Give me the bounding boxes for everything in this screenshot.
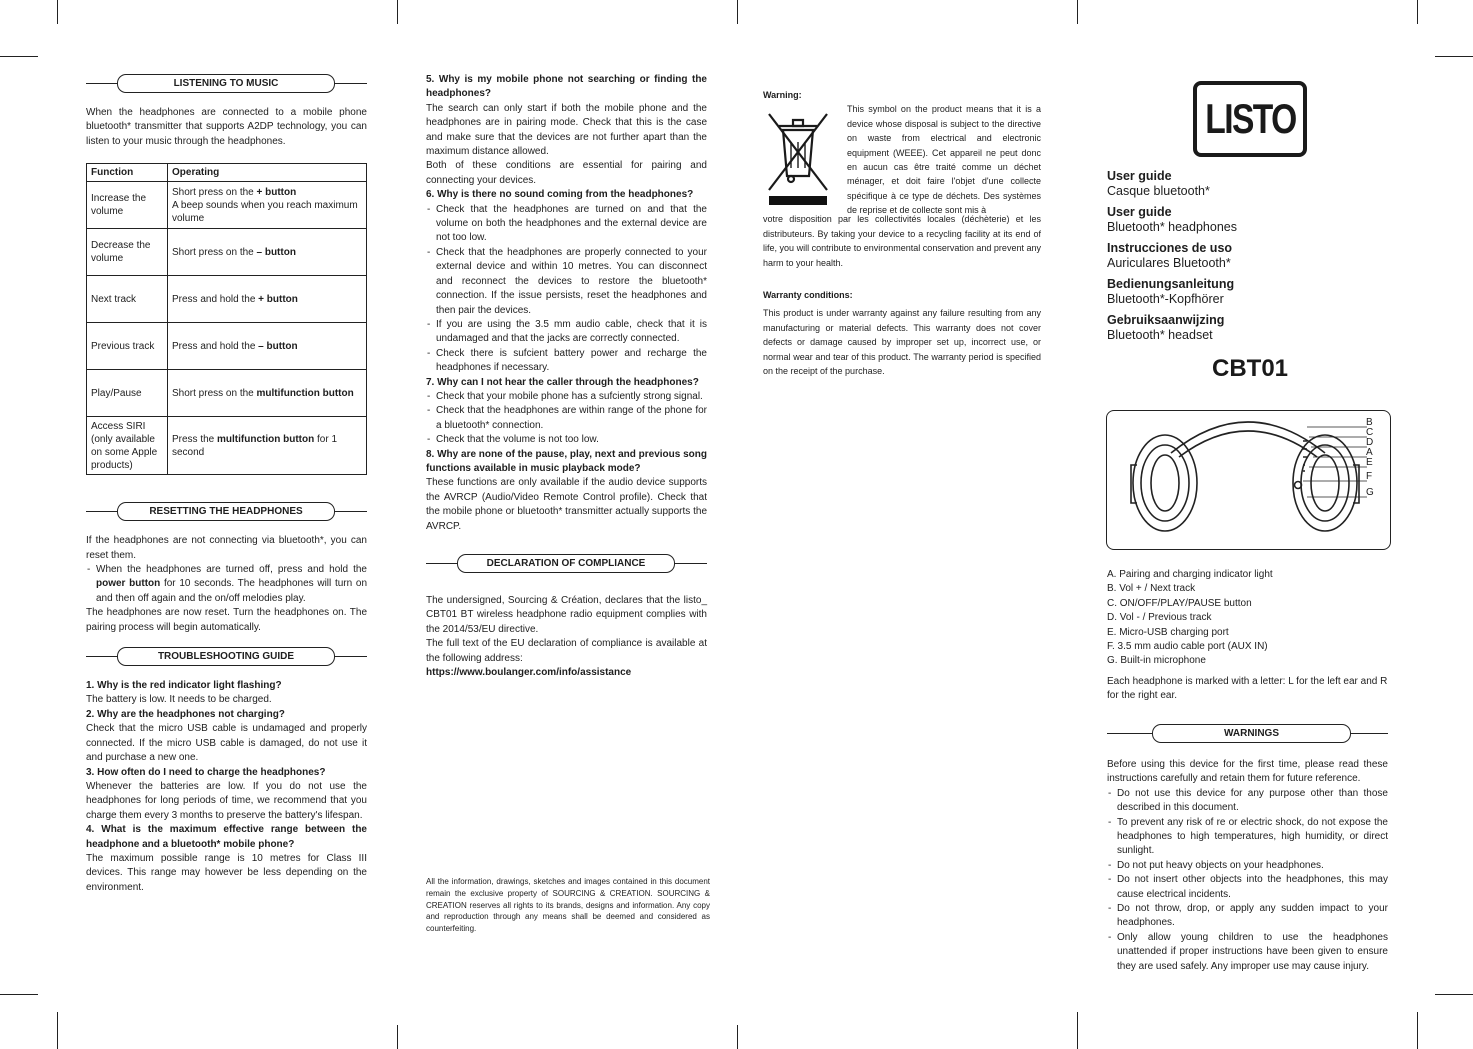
list-item: - Check that the headphones are properly connected to your external device and within 10 metres. You can disconnect and reconnect the devices to restore the bluetooth* connection. If the issue persists, reset the headphones and then pair the devices.: [426, 246, 707, 318]
function-cell: Increase the volume: [87, 182, 168, 229]
section-header-troubleshooting: [86, 647, 367, 667]
guide-title: Gebruiksaanwijzing: [1107, 313, 1225, 327]
question-4: 4. What is the maximum effective range between the headphone and a bluetooth* mobile phone?: [86, 824, 367, 850]
list-item: - Check that the volume is not too low.: [426, 433, 707, 447]
part-item: D. Vol - / Previous track: [1107, 612, 1212, 624]
crop-mark: [0, 56, 38, 57]
operating-cell: Press and hold the – button: [168, 323, 367, 370]
callout-letter: F: [1366, 471, 1373, 482]
section-title: LISTENING TO MUSIC: [117, 74, 335, 93]
guide-entry: [1107, 241, 1357, 271]
guide-entry: [1107, 205, 1357, 235]
parts-list: [1107, 568, 1389, 704]
answer-4: The maximum possible range is 10 metres for Class III devices. This range may however be less depending on the environment.: [86, 852, 367, 893]
guide-title: Bedienungsanleitung: [1107, 277, 1235, 291]
crop-mark: [397, 1025, 398, 1049]
section-header-warnings: [1107, 724, 1388, 744]
function-cell: Previous track: [87, 323, 168, 370]
section-title: DECLARATION OF COMPLIANCE: [457, 554, 675, 573]
weee-description: This symbol on the product means that it is a device whose disposal is subject to the directive on waste from electrical and electronic equipment (WEEE). Cet appareil ne peut donc en aucun cas être traité comme un déchet ménager, et doit faire l'objet d'une collecte spécifique à ce type de déchets. Des systèmes de reprise et de collecte sont mis à: [847, 104, 1041, 216]
crop-mark: [1077, 0, 1078, 24]
column-2: [426, 73, 707, 680]
operating-cell: Short press on the – button: [168, 229, 367, 276]
guide-subtitle: Casque bluetooth*: [1107, 184, 1210, 198]
list-item: - Do not throw, drop, or apply any sudden impact to your headphones.: [1107, 902, 1388, 931]
section-header-listening: [86, 74, 367, 94]
section-header-declaration: [426, 554, 707, 574]
part-item: A. Pairing and charging indicator light: [1107, 569, 1273, 580]
column-header: Operating: [168, 164, 367, 182]
list-item: - Check that your mobile phone has a sufciently strong signal.: [426, 390, 707, 404]
answer-2: Check that the micro USB cable is undamaged and properly connected. If the micro USB cable is damaged, do not use it and purchase a new one.: [86, 723, 367, 764]
headphones-illustration: [1107, 411, 1390, 549]
diagram-letters: [1366, 418, 1374, 498]
table-row: [87, 276, 367, 323]
resetting-intro: If the headphones are not connecting via bluetooth*, you can reset them.: [86, 535, 367, 561]
operating-cell: Short press on the multifunction button: [168, 370, 367, 417]
warnings-list: [1107, 787, 1388, 974]
crop-mark: [1435, 994, 1473, 995]
crop-mark: [57, 0, 58, 24]
function-cell: Next track: [87, 276, 168, 323]
logo-text: LISTO: [1204, 95, 1296, 142]
guide-subtitle: Bluetooth* headset: [1107, 328, 1213, 342]
part-item: E. Micro-USB charging port: [1107, 626, 1229, 638]
callout-letter: A: [1366, 447, 1373, 458]
answer-6-list: [426, 203, 707, 376]
guide-entry: [1107, 313, 1357, 343]
assistance-link[interactable]: https://www.boulanger.com/info/assistance: [426, 667, 632, 679]
functions-table: [86, 163, 367, 475]
list-item: - Do not insert other objects into the headphones, this may cause electrical incidents.: [1107, 873, 1388, 902]
list-item: - To prevent any risk of re or electric shock, do not expose the headphones to high temperatures, high humidity, or direct sunlight.: [1107, 816, 1388, 859]
copyright-footer: All the information, drawings, sketches and images contained in this document remain the exclusive property of SOURCING & CREATION. SOURCING & CREATION reserves all rights to its brands, designs and information. Any copy and reproduction through any means shall be deemed and considered as counterfeiting.: [426, 877, 710, 934]
callout-letter: E: [1366, 457, 1373, 468]
warnings-intro: Before using this device for the first time, please read these instructions carefully and retain them for future reference.: [1107, 759, 1388, 785]
declaration-text-1: The undersigned, Sourcing & Création, declares that the listo_ CBT01 BT wireless headphone radio equipment complies with the 2014/53/EU directive.: [426, 595, 707, 635]
crop-mark: [57, 1012, 58, 1049]
answer-5b: Both of these conditions are essential for pairing and connecting your devices.: [426, 160, 707, 186]
list-item: - Check there is sufcient battery power and recharge the headphones if necessary.: [426, 347, 707, 376]
question-6: 6. Why is there no sound coming from the headphones?: [426, 189, 694, 201]
section-title: RESETTING THE HEADPHONES: [117, 502, 335, 521]
crop-mark: [737, 1025, 738, 1049]
answer-1: The battery is low. It needs to be charged.: [86, 694, 272, 706]
guide-subtitle: Auriculares Bluetooth*: [1107, 256, 1231, 270]
column-1: [86, 74, 367, 895]
crop-mark: [1077, 1012, 1078, 1049]
answer-5a: The search can only start if both the mobile phone and the headphones are in pairing mode. Check that this is the case and make sure that the devices are not further apart than the maximum distance allowed.: [426, 102, 707, 158]
crop-mark: [737, 0, 738, 24]
part-item: C. ON/OFF/PLAY/PAUSE button: [1107, 597, 1252, 609]
answer-7-list: [426, 390, 707, 448]
ear-note: Each headphone is marked with a letter: L for the left ear and R for the right ear.: [1107, 675, 1388, 702]
listening-intro: When the headphones are connected to a mobile phone bluetooth* transmitter that supports A2DP technology, you can listen to your music through the headphones.: [86, 107, 367, 147]
question-1: 1. Why is the red indicator light flashing?: [86, 680, 282, 692]
question-7: 7. Why can I not hear the caller through the headphones?: [426, 376, 699, 388]
table-row: [87, 370, 367, 417]
function-cell: Access SIRI (only available on some Apple products): [87, 417, 168, 475]
warranty-title: Warranty conditions:: [763, 290, 853, 301]
crop-mark: [1435, 56, 1473, 57]
warnings-section: [1107, 724, 1388, 974]
section-title: TROUBLESHOOTING GUIDE: [117, 647, 335, 666]
list-item: - Only allow young children to use the headphones unattended if proper instructions have been given to ensure they are used safely. Any improper use may cause injury.: [1107, 931, 1388, 974]
list-item: - Check that the headphones are turned on and that the volume on both the headphones and the external device are not too low.: [426, 203, 707, 246]
column-3: [763, 88, 1041, 378]
table-row: [87, 229, 367, 276]
function-cell: Decrease the volume: [87, 229, 168, 276]
function-cell: Play/Pause: [87, 370, 168, 417]
list-item: - If you are using the 3.5 mm audio cable, check that it is undamaged and that the jacks are correctly connected.: [426, 318, 707, 347]
guide-title: User guide: [1107, 169, 1172, 183]
part-item: F. 3.5 mm audio cable port (AUX IN): [1107, 641, 1268, 653]
operating-cell: Press and hold the + button: [168, 276, 367, 323]
list-item: - Do not put heavy objects on your headphones.: [1107, 859, 1388, 873]
crossed-out-wheelie-bin-icon: [763, 108, 833, 206]
answer-8: These functions are only available if the audio device supports the AVRCP (Audio/Video Remote Control profile). Check that the mobile phone or bluetooth* transmitter actually supports the AVRCP.: [426, 477, 707, 532]
guide-entry: [1107, 277, 1357, 307]
question-2: 2. Why are the headphones not charging?: [86, 708, 285, 720]
crop-mark: [1417, 1012, 1418, 1049]
table-header-row: [87, 164, 367, 182]
table-row: [87, 182, 367, 229]
guide-title: Instrucciones de uso: [1107, 241, 1233, 255]
question-3: 3. How often do I need to charge the headphones?: [86, 766, 326, 778]
headphones-diagram: [1106, 410, 1391, 550]
list-item: - When the headphones are turned off, press and hold the power button for 10 seconds. The headphones will turn on and then off again and the on/off melodies play.: [86, 563, 367, 606]
callout-letter: B: [1366, 417, 1373, 428]
callout-letter: C: [1366, 427, 1374, 438]
guide-subtitle: Bluetooth* headphones: [1107, 220, 1237, 234]
warning-title: Warning:: [763, 90, 802, 100]
operating-cell: Short press on the + button A beep sounds when you reach maximum volume: [168, 182, 367, 229]
guide-entry: [1107, 169, 1357, 199]
resetting-outro: The headphones are now reset. Turn the headphones on. The pairing process will begin automatically.: [86, 607, 367, 633]
warranty-text: This product is under warranty against any failure resulting from any manufacturing or material defects. This warranty does not cover defects or damage caused by improper set up, incorrect use, or normal wear and tear of this product. The warranty period is specified on the receipt of the purchase.: [763, 308, 1041, 377]
question-5: 5. Why is my mobile phone not searching or finding the headphones?: [426, 74, 707, 100]
declaration-text-2: The full text of the EU declaration of compliance is available at the following address:: [426, 638, 707, 664]
list-item: - Do not use this device for any purpose other than those described in this document.: [1107, 787, 1388, 816]
brand-logo: [1193, 81, 1307, 157]
column-header: Function: [87, 164, 168, 182]
operating-cell: Press the multifunction button for 1 second: [168, 417, 367, 475]
callout-letter: G: [1366, 487, 1374, 498]
weee-continued: votre disposition par les collectivités locales (déchèterie) et les distributeurs. By taking your device to a recycling facility at its end of life, you will contribute to environmental conservation and prevent any harm to your health.: [763, 214, 1041, 268]
table-row: [87, 417, 367, 475]
crop-mark: [0, 994, 38, 995]
guide-titles: [1107, 169, 1357, 343]
model-number: CBT01: [1212, 355, 1289, 382]
part-item: B. Vol + / Next track: [1107, 583, 1196, 595]
answer-3: Whenever the batteries are low. If you do not use the headphones for long periods of time, we recommend that you charge them every 3 months to preserve the battery's lifespan.: [86, 780, 367, 821]
crop-mark: [1417, 0, 1418, 24]
table-row: [87, 323, 367, 370]
guide-subtitle: Bluetooth*-Kopfhörer: [1107, 292, 1224, 306]
section-header-resetting: [86, 502, 367, 522]
part-item: G. Built-in microphone: [1107, 655, 1206, 667]
section-title: WARNINGS: [1152, 724, 1351, 743]
resetting-list: [86, 563, 367, 606]
question-8: 8. Why are none of the pause, play, next and previous song functions available in music playback mode?: [426, 448, 707, 474]
crop-mark: [397, 0, 398, 24]
callout-letter: D: [1366, 437, 1374, 448]
list-item: - Check that the headphones are within range of the phone for a bluetooth* connection.: [426, 404, 707, 433]
guide-title: User guide: [1107, 205, 1172, 219]
